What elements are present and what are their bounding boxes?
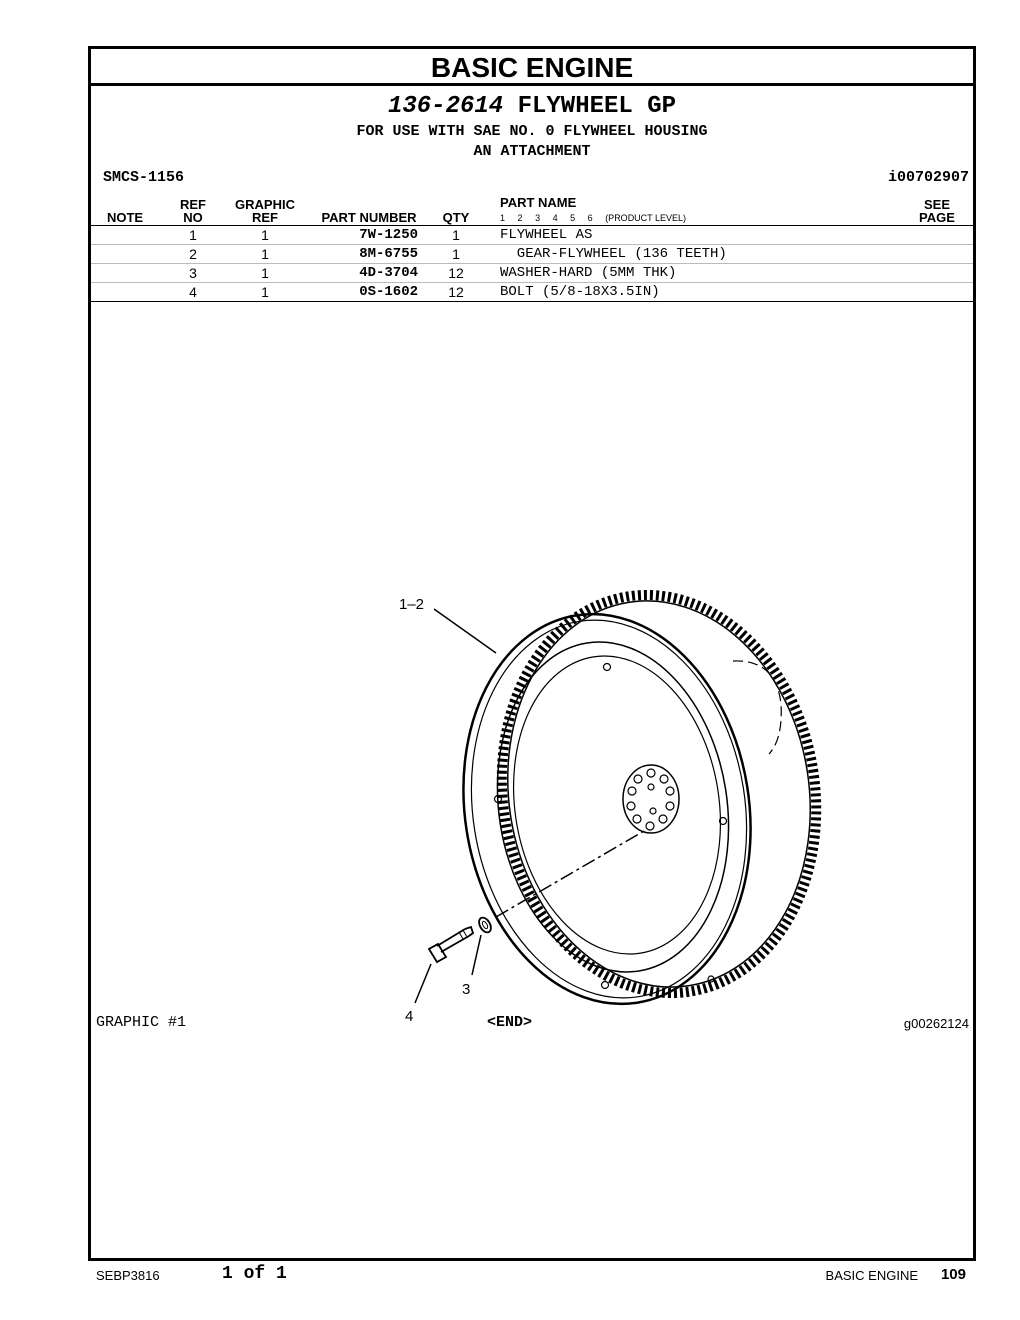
part-name: WASHER-HARD (5MM THK) <box>500 265 677 281</box>
table-row <box>91 264 973 283</box>
group-subtitle-2: AN ATTACHMENT <box>473 143 591 160</box>
level-2: 2 <box>517 213 523 223</box>
smcs-code: SMCS-1156 <box>103 169 185 186</box>
header-ref-top: REF <box>180 197 206 212</box>
header-ref-bottom: NO <box>183 210 203 225</box>
footer-page-of: 1 of 1 <box>222 1264 287 1284</box>
footer-page-number: 109 <box>940 1266 966 1283</box>
header-graphic-bottom: REF <box>252 210 278 225</box>
group-number: 136-2614 <box>387 93 504 120</box>
quantity: 1 <box>452 246 460 262</box>
header-see-bottom: PAGE <box>919 210 955 225</box>
graphic-ref: 1 <box>261 227 269 243</box>
ref-no: 4 <box>189 284 197 300</box>
part-name: GEAR-FLYWHEEL (136 TEETH) <box>500 246 727 262</box>
table-row <box>91 226 973 245</box>
part-number: 7W-1250 <box>359 227 418 243</box>
flywheel-outer-rim <box>436 593 778 1025</box>
callout-4: 4 <box>405 1008 414 1025</box>
ref-no: 3 <box>189 265 197 281</box>
table-row <box>91 245 973 264</box>
callout-3: 3 <box>462 981 471 998</box>
housing-outline <box>733 661 781 754</box>
part-name: BOLT (5/8-18X3.5IN) <box>500 284 660 300</box>
part-number: 8M-6755 <box>359 246 418 262</box>
header-graphic-top: GRAPHIC <box>235 197 295 212</box>
bolt <box>429 927 473 962</box>
level-4: 4 <box>552 213 558 223</box>
group-title <box>91 93 973 120</box>
level-5: 5 <box>570 213 576 223</box>
table-row <box>91 283 973 302</box>
footer-section: BASIC ENGINE <box>825 1268 918 1283</box>
leader-4 <box>415 964 431 1003</box>
ref-no: 2 <box>189 246 197 262</box>
product-levels <box>500 213 696 223</box>
part-number: 4D-3704 <box>359 265 418 281</box>
flywheel-drawing <box>291 539 851 1039</box>
end-label: <END> <box>487 1014 533 1031</box>
graphic-ref: 1 <box>261 265 269 281</box>
graphic-id: g00262124 <box>903 1016 969 1031</box>
callout-1-2: 1–2 <box>399 596 425 613</box>
ring-gear-teeth <box>474 572 845 1016</box>
leader-3 <box>472 935 481 975</box>
group-subtitle-1: FOR USE WITH SAE NO. 0 FLYWHEEL HOUSING <box>356 123 708 140</box>
part-name: FLYWHEEL AS <box>500 227 593 243</box>
header-note: NOTE <box>106 210 144 225</box>
header-qty: QTY <box>442 210 470 225</box>
quantity: 1 <box>452 227 460 243</box>
illustration-id: i00702907 <box>887 169 969 186</box>
level-3: 3 <box>535 213 541 223</box>
leader-1-2 <box>434 609 496 653</box>
quantity: 12 <box>448 265 464 281</box>
graphic-ref: 1 <box>261 284 269 300</box>
page-frame <box>88 46 976 1261</box>
graphic-ref: 1 <box>261 246 269 262</box>
header-part-number: PART NUMBER <box>321 210 417 225</box>
footer-doc-number: SEBP3816 <box>96 1268 160 1283</box>
part-number: 0S-1602 <box>359 284 418 300</box>
ref-no: 1 <box>189 227 197 243</box>
product-level-label: (PRODUCT LEVEL) <box>605 213 687 223</box>
hub-outline <box>623 765 679 833</box>
quantity: 12 <box>448 284 464 300</box>
level-1: 1 <box>500 213 506 223</box>
section-title: BASIC ENGINE <box>91 49 973 86</box>
header-see-top: SEE <box>923 197 950 212</box>
group-name: FLYWHEEL GP <box>517 93 677 120</box>
washer <box>477 916 494 935</box>
graphic-label: GRAPHIC #1 <box>96 1014 187 1031</box>
header-part-name: PART NAME <box>500 195 577 210</box>
level-6: 6 <box>587 213 593 223</box>
